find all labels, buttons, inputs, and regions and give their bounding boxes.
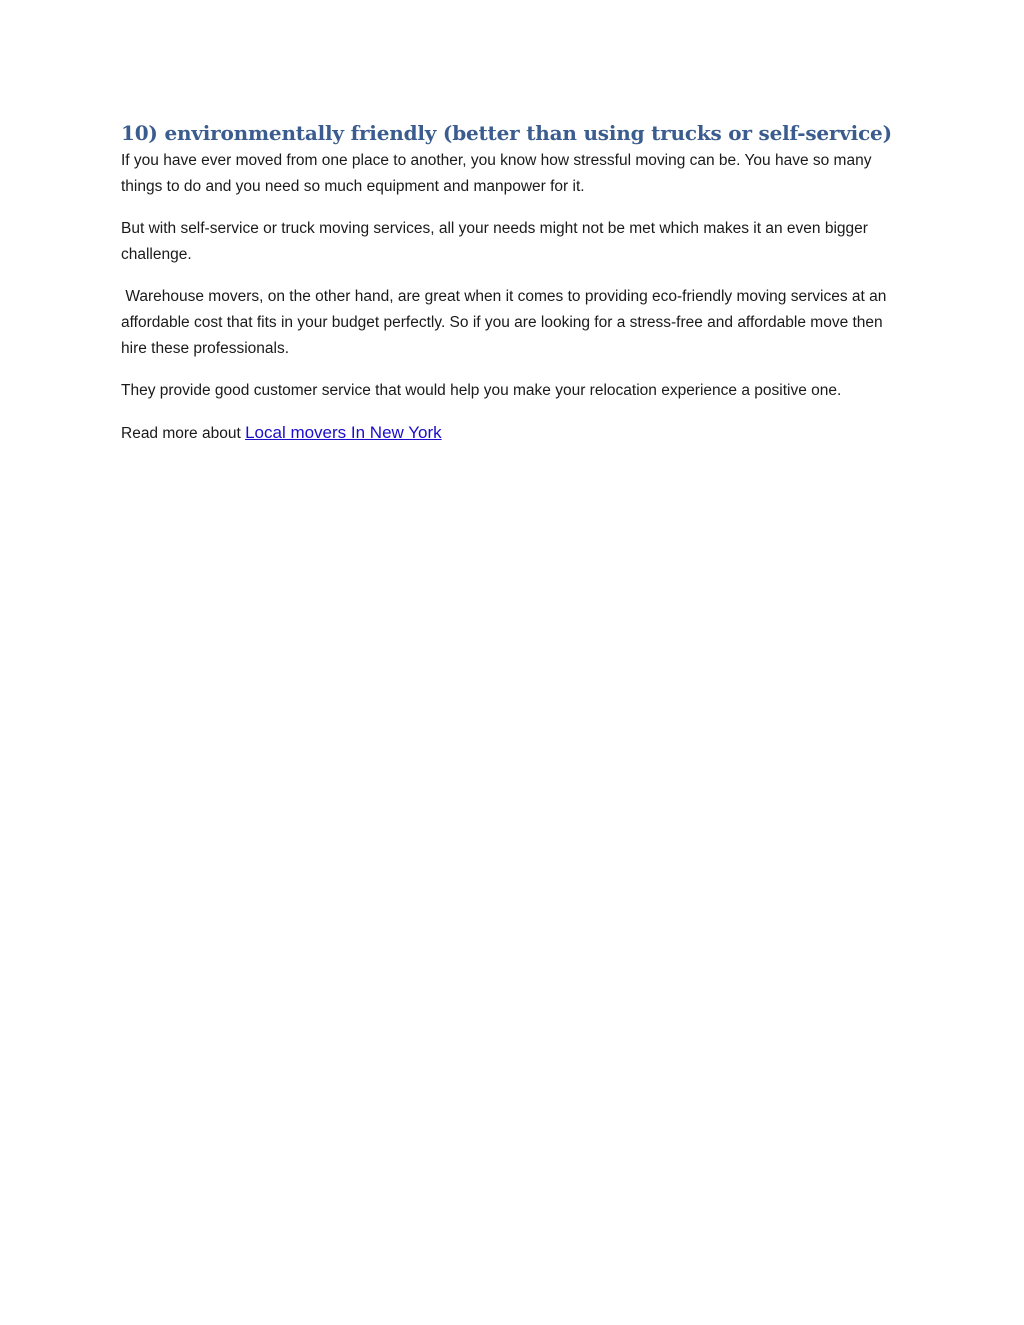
paragraph-self-service: But with self-service or truck moving services, all your needs might not be met which makes it an even bigger challenge. [121, 220, 868, 263]
document-body [121, 118, 911, 447]
paragraph-intro: If you have ever moved from one place to another, you know how stressful moving can be. You have so many things to do and you need so much equipment and manpower for it. [121, 152, 872, 195]
paragraph-customer-service: They provide good customer service that would help you make your relocation experience a positive one. [121, 382, 842, 399]
local-movers-link[interactable]: Local movers In New York [245, 423, 442, 442]
paragraph-warehouse-movers: Warehouse movers, on the other hand, are great when it comes to providing eco-friendly moving services at an affordable cost that fits in your budget perfectly. So if you are looking for a stress-free and affordable move then hire these professionals. [121, 288, 891, 357]
read-more-line [121, 420, 911, 447]
section-heading: 10) environmentally friendly (better than using trucks or self-service) [121, 121, 892, 145]
read-more-prefix: Read more about [121, 425, 246, 442]
